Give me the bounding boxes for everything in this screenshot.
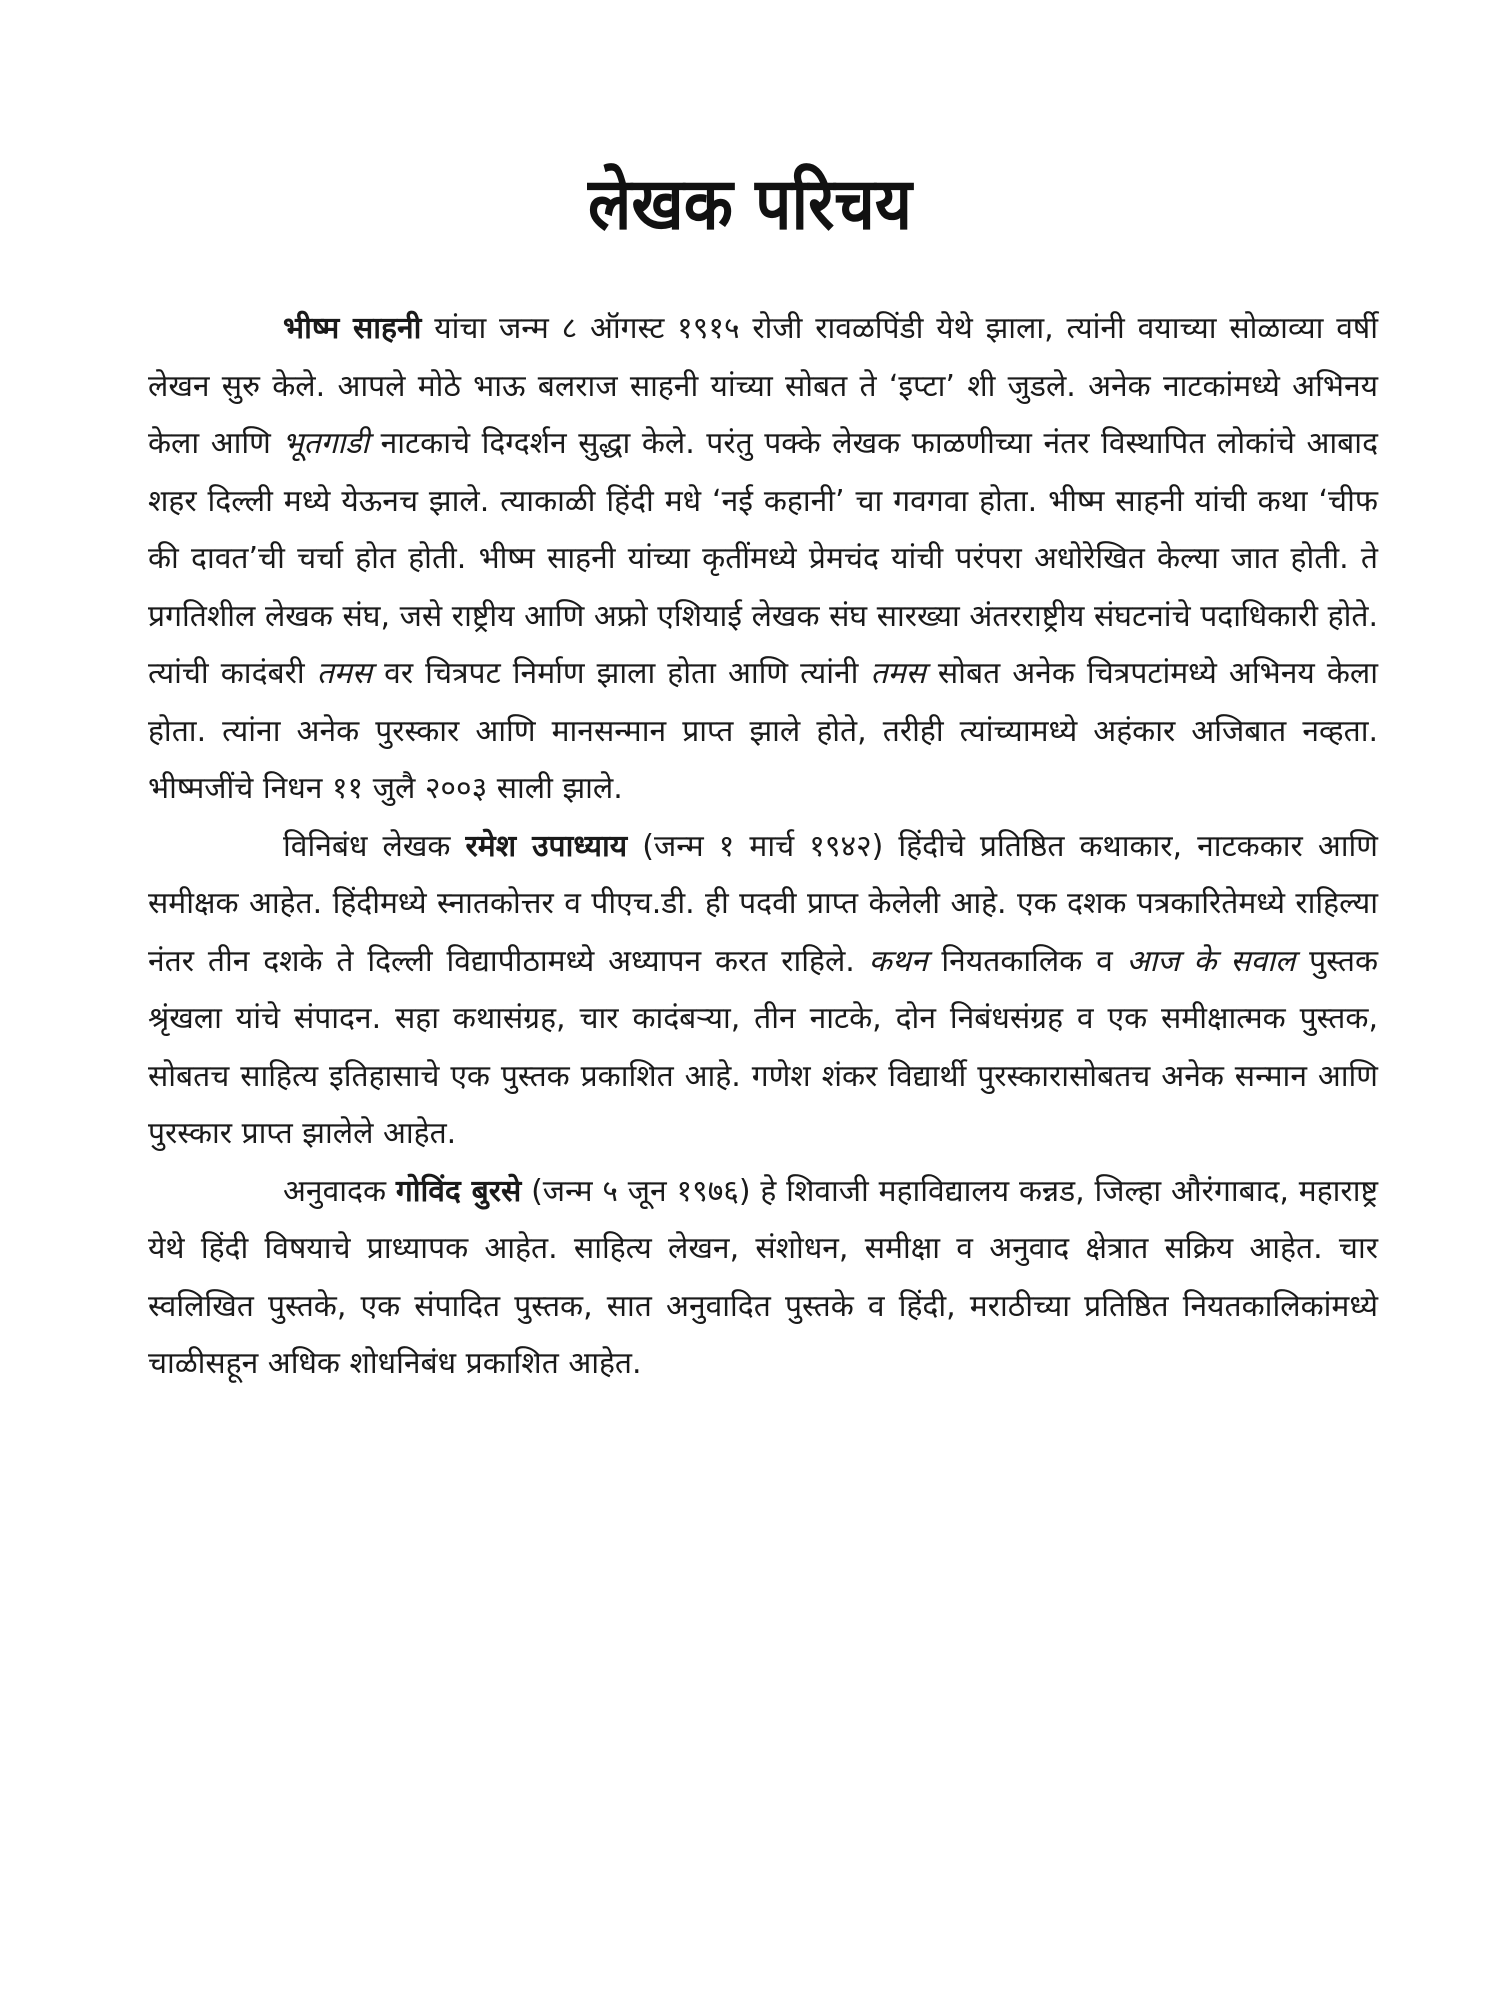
author-name-ramesh-upadhyay: रमेश उपाध्याय bbox=[465, 828, 628, 864]
text-span: सोबत अनेक चित्रपटांमध्ये अभिनय केला होता. त्यांना अनेक पुरस्कार आणि मानसन्मान प्राप्त झाले होते, तरीही त्यांच्यामध्ये अहंकार अजिबात नव्हता. भीष्मजींचे निधन ११ जुलै २००३ साली झाले. bbox=[148, 656, 1378, 806]
text-span: वर चित्रपट निर्माण झाला होता आणि त्यांनी bbox=[372, 656, 871, 691]
translator-name-govind-burse: गोविंद बुरसे bbox=[395, 1173, 522, 1209]
work-title-kathan: कथन bbox=[868, 943, 928, 979]
paragraph-govind-burse bbox=[148, 1163, 1378, 1393]
work-title-aaj-ke-sawal: आज के सवाल bbox=[1126, 943, 1296, 979]
page-title: लेखक परिचय bbox=[587, 163, 913, 247]
work-title-tamas: तमस bbox=[870, 656, 926, 691]
work-title-bhootgadi: भूतगाडी bbox=[282, 426, 370, 461]
text-span: यांचा जन्म ८ ऑगस्ट १९१५ रोजी रावळपिंडी येथे झाला, त्यांनी वयाच्या सोळाव्या वर्षी लेखन सुरु केले. आपले मोठे भाऊ बलराज साहनी यांच्या सोबत ते ‘इप्टा’ शी जुडले. अनेक नाटकांमध्ये अभिनय केला आणि bbox=[148, 311, 1378, 461]
work-title-tamas: तमस bbox=[316, 656, 373, 691]
paragraph-ramesh-upadhyay bbox=[148, 818, 1378, 1163]
text-span: पुस्तक श्रृंखला यांचे संपादन. सहा कथासंग्रह, चार कादंबऱ्या, तीन नाटके, दोन निबंधसंग्रह व एक समीक्षात्मक पुस्तक, सोबतच साहित्य इतिहासाचे एक पुस्तक प्रकाशित आहे. गणेश शंकर विद्यार्थी पुरस्कारासोबतच अनेक सन्मान आणि पुरस्कार प्राप्त झालेले आहेत. bbox=[148, 943, 1379, 1151]
text-span: नाटकाचे दिग्दर्शन सुद्धा केले. परंतु पक्के लेखक फाळणीच्या नंतर विस्थापित लोकांचे आबाद शहर दिल्ली मध्ये येऊनच झाले. त्याकाळी हिंदी मधे ‘नई कहानी’ चा गवगवा होता. भीष्म साहनी यांची कथा ‘चीफ की दावत’ची चर्चा होत होती. भीष्म साहनी यांच्या कृतींमध्ये प्रेमचंद यांची परंपरा अधोरेखित केल्या जात होती. ते प्रगतिशील लेखक संघ, जसे राष्ट्रीय आणि अफ्रो एशियाई लेखक संघ सारख्या अंतरराष्ट्रीय संघटनांचे पदाधिकारी होते. त्यांची कादंबरी bbox=[148, 426, 1379, 691]
text-span: (जन्म ५ जून १९७६) हे शिवाजी महाविद्यालय कन्नड, जिल्हा औरंगाबाद, महाराष्ट्र येथे हिंदी विषयाचे प्राध्यापक आहेत. साहित्य लेखन, संशोधन, समीक्षा व अनुवाद क्षेत्रात सक्रिय आहेत. चार स्वलिखित पुस्तके, एक संपादित पुस्तक, सात अनुवादित पुस्तके व हिंदी, मराठीच्या प्रतिष्ठित नियतकालिकांमध्ये चाळीसहून अधिक शोधनिबंध प्रकाशित आहेत. bbox=[148, 1173, 1378, 1381]
text-span: नियतकालिक व bbox=[927, 943, 1127, 979]
text-span: (जन्म १ मार्च १९४२) हिंदीचे प्रतिष्ठित कथाकार, नाटककार आणि समीक्षक आहेत. हिंदीमध्ये स्नातकोत्तर व पीएच.डी. ही पदवी प्राप्त केलेली आहे. एक दशक पत्रकारितेमध्ये राहिल्या नंतर तीन दशके ते दिल्ली विद्यापीठामध्ये अध्यापन करत राहिले. bbox=[148, 828, 1378, 979]
paragraph-bhisham-sahni bbox=[148, 300, 1378, 818]
author-name-bhisham-sahni: भीष्म साहनी bbox=[283, 311, 422, 346]
text-span: विनिबंध लेखक bbox=[283, 828, 466, 864]
body-text bbox=[148, 300, 1378, 1393]
text-span: अनुवादक bbox=[283, 1173, 396, 1209]
